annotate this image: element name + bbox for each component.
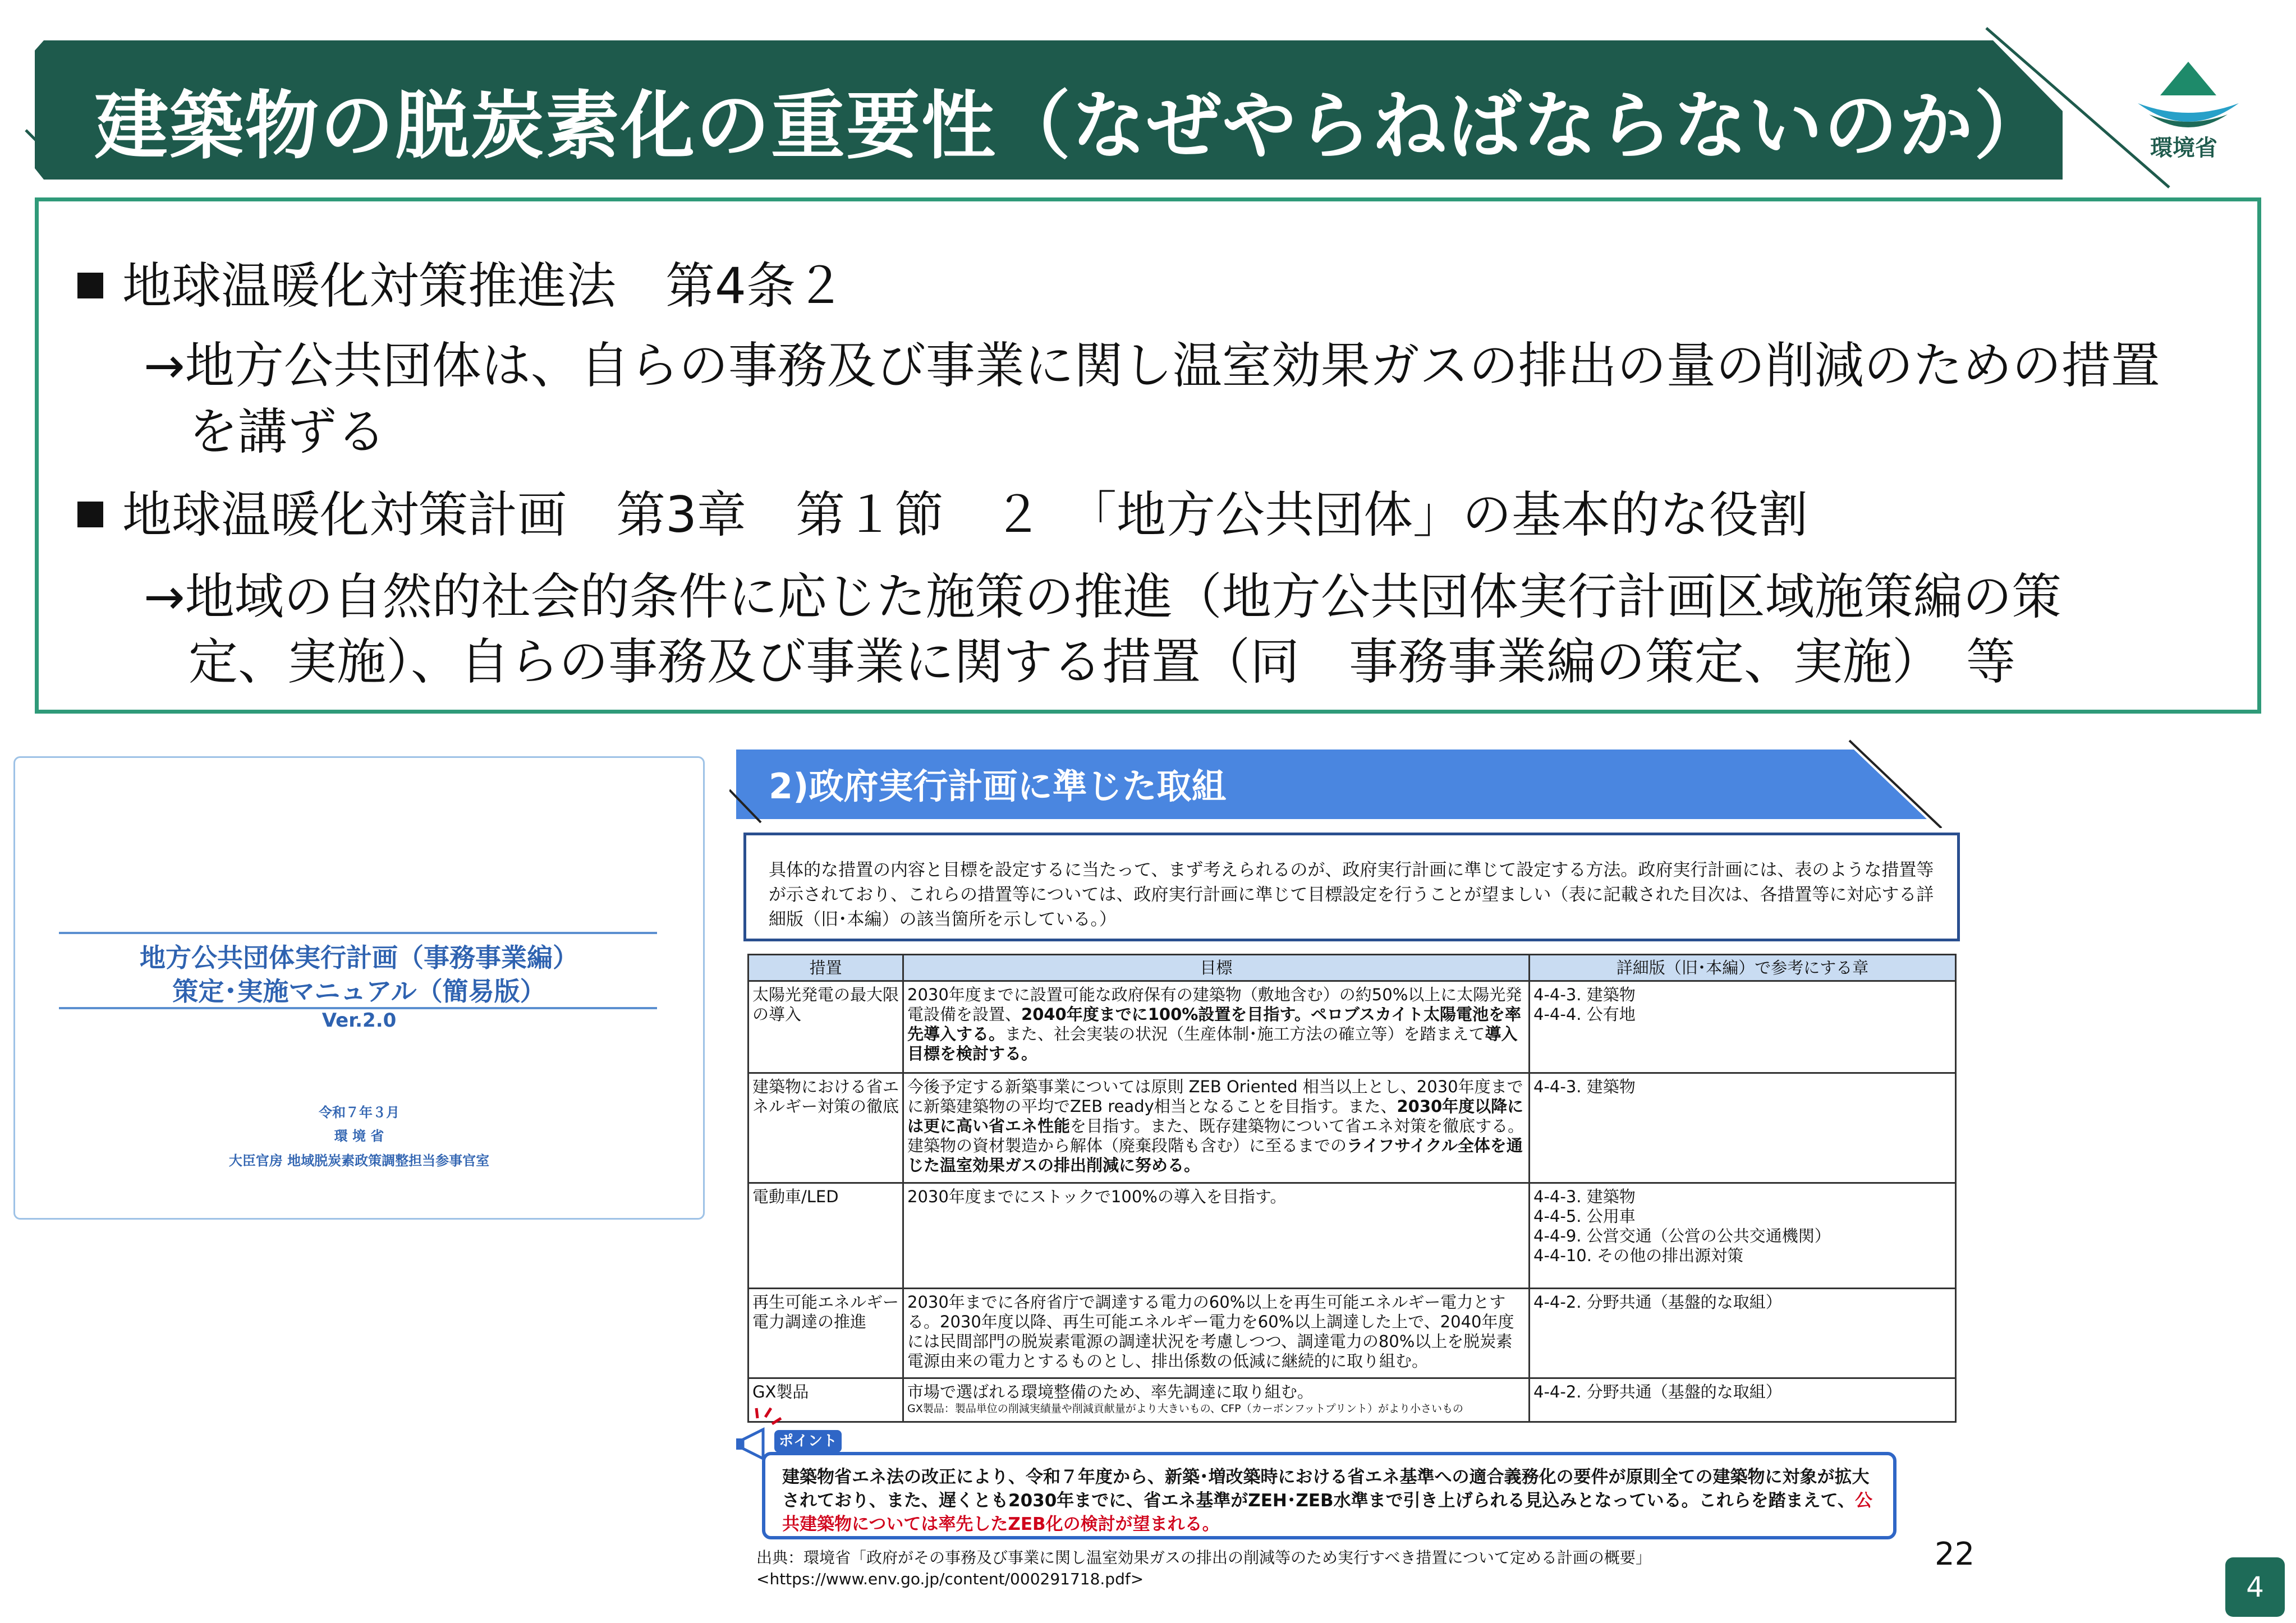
- target-text: 今後予定する新築事業については原則 ZEB Oriented 相当以上とし、2030年度までに新築建築物の平均でZEB ready相当となることを目指す。また、: [907, 1077, 1523, 1116]
- measure-cell: 電動車/LED: [749, 1183, 903, 1289]
- target-emphasis: ライフサイクル全体を通じた温室効果ガスの排出削減に努める。: [907, 1136, 1523, 1175]
- cover-date: 令和７年３月: [319, 1105, 399, 1120]
- summary-line: →地方公共団体は、自らの事務及び事業に関し温室効果ガスの排出の量の削減のための措置: [144, 337, 2160, 394]
- reference-cell: 4-4-3. 建築物: [1530, 1073, 1956, 1183]
- ministry-logo-label: 環境省: [2150, 135, 2217, 161]
- section-title: 2)政府実行計画に準じた取組: [769, 766, 1227, 807]
- target-emphasis: ペロブスカイト太陽電池を率先導入する。: [907, 1005, 1521, 1043]
- square-bullet-icon: [77, 273, 103, 298]
- reference-cell: 4-4-3. 建築物 4-4-4. 公有地: [1530, 981, 1956, 1073]
- table-row: [749, 981, 1956, 1073]
- target-text: また、社会実装の状況（生産体制･施工方法の確立等）を踏まえて: [1005, 1024, 1485, 1043]
- target-emphasis: 2030年度以降には更に高い省エネ性能: [907, 1097, 1524, 1135]
- target-cell: [903, 981, 1530, 1073]
- intro-box: [743, 833, 1960, 941]
- measure-cell: 建築物における省エネルギー対策の徹底: [749, 1073, 903, 1183]
- target-text: 2030年度までに設置可能な政府保有の建築物（敷地含む）の約50%以上に太陽光発電設備を設置、: [907, 985, 1522, 1024]
- cover-title-line2: 策定･実施マニュアル（簡易版）: [172, 976, 546, 1006]
- manual-cover: [13, 756, 705, 1220]
- table-row: [749, 1289, 1956, 1378]
- measure-cell: GX製品: [749, 1378, 903, 1422]
- reference-page-number: 22: [1935, 1536, 1975, 1573]
- source-line: 出典：環境省「政府がその事務及び事業に関し温室効果ガスの排出の削減等のため実行すべき措置について定める計画の概要」: [756, 1548, 1651, 1567]
- reference-cell: 4-4-2. 分野共通（基盤的な取組）: [1530, 1289, 1956, 1378]
- target-cell: [903, 1378, 1530, 1422]
- target-note: GX製品：製品単位の削減実績量や削減貢献量がより大きいもの、CFP（カーボンフットプリント）がより小さいもの: [907, 1403, 1463, 1415]
- source-url: <https://www.env.go.jp/content/000291718.pdf>: [756, 1570, 1144, 1588]
- table-header-cell: 目標: [903, 955, 1530, 981]
- summary-line: →地域の自然的社会的条件に応じた施策の推進（地方公共団体実行計画区域施策編の策: [144, 568, 2061, 626]
- reference-cell: 4-4-3. 建築物 4-4-5. 公用車 4-4-9. 公営交通（公営の公共交通機関） 4-4-10. その他の排出源対策: [1530, 1183, 1956, 1289]
- cover-version: Ver.2.0: [322, 1009, 397, 1032]
- point-box: [762, 1452, 1897, 1539]
- target-emphasis: 2040年度までに100%設置を目指す。: [1021, 1005, 1311, 1024]
- page-title: 建築物の脱炭素化の重要性（なぜやらねばならないのか）: [94, 83, 2049, 169]
- cover-rule: [59, 932, 657, 934]
- intro-text: 具体的な措置の内容と目標を設定するに当たって、まず考えられるのが、政府実行計画に準じて設定する方法。政府実行計画には、表のような措置等が示されており、これらの措置等については、政府実行計画に準じて目標設定を行うことが望ましい（表に記載された目次は、各措置等に対応する詳細版（旧･本編）の該当箇所を示している。）: [769, 860, 1934, 930]
- measures-table: [747, 954, 1957, 1423]
- reference-cell: 4-4-2. 分野共通（基盤的な取組）: [1530, 1378, 1956, 1422]
- target-text: を目指す。また、既存建築物について省エネ対策を徹底する。建築物の資材製造から解体（廃棄段階も含む）に至るまでの: [907, 1116, 1524, 1155]
- point-text: 建築物省エネ法の改正により、令和７年度から、新築･増改築時における省エネ基準への適合義務化の要件が原則全ての建築物に対象が拡大されており、また、遅くとも2030年までに、省エネ基準がZEH･ZEB水準まで引き上げられる見込みとなっている。これらを踏まえて、公共建築物については率先したZEB化の検討が望まれる。: [782, 1467, 1873, 1534]
- cover-org: 環 境 省: [334, 1128, 384, 1144]
- table-header-cell: 詳細版（旧･本編）で参考にする章: [1530, 955, 1956, 981]
- page-number-badge: 4: [2225, 1557, 2285, 1617]
- point-highlight: 公共建築物については率先したZEB化の検討が望まれる。: [782, 1491, 1873, 1534]
- measure-cell: 再生可能エネルギー電力調達の推進: [749, 1289, 903, 1378]
- target-emphasis: 導入目標を検討する。: [907, 1024, 1518, 1063]
- summary-heading-2: 地球温暖化対策計画 第3章 第１節 ２ 「地方公共団体」の基本的な役割: [77, 476, 1808, 546]
- table-row: [749, 1378, 1956, 1422]
- table-row: [749, 1073, 1956, 1183]
- target-cell: [903, 1289, 1530, 1378]
- target-cell: [903, 1183, 1530, 1289]
- target-text: 2030年度までにストックで100%の導入を目指す。: [907, 1187, 1287, 1206]
- cover-title-line1: 地方公共団体実行計画（事務事業編）: [140, 942, 578, 973]
- target-text: 市場で選ばれる環境整備のため、率先調達に取り組む。: [907, 1382, 1314, 1401]
- table-header-cell: 措置: [749, 955, 903, 981]
- target-text: 2030年までに各府省庁で調達する電力の60%以上を再生可能エネルギー電力とする。2030年度以降、再生可能エネルギー電力を60%以上調達した上で、2040年度には民間部門の脱炭素電源の調達状況を考慮しつつ、調達電力の80%以上を脱炭素電源由来の電力とするものとし、排出係数の低減に継続的に取り組む。: [907, 1293, 1514, 1371]
- table-row: [749, 1183, 1956, 1289]
- measure-cell: 太陽光発電の最大限の導入: [749, 981, 903, 1073]
- point-badge: ポイント: [774, 1430, 842, 1452]
- table-header-row: [749, 955, 1956, 981]
- cover-dept: 大臣官房 地域脱炭素政策調整担当参事官室: [228, 1153, 490, 1169]
- source-citation: [756, 1547, 1651, 1590]
- summary-line: を講ずる: [189, 403, 387, 461]
- summary-line: 定、実施）、自らの事務及び事業に関する措置（同 事務事業編の策定、実施） 等: [189, 633, 2016, 691]
- square-bullet-icon: [77, 502, 103, 527]
- summary-heading-1: 地球温暖化対策推進法 第4条２: [77, 247, 845, 318]
- target-cell: [903, 1073, 1530, 1183]
